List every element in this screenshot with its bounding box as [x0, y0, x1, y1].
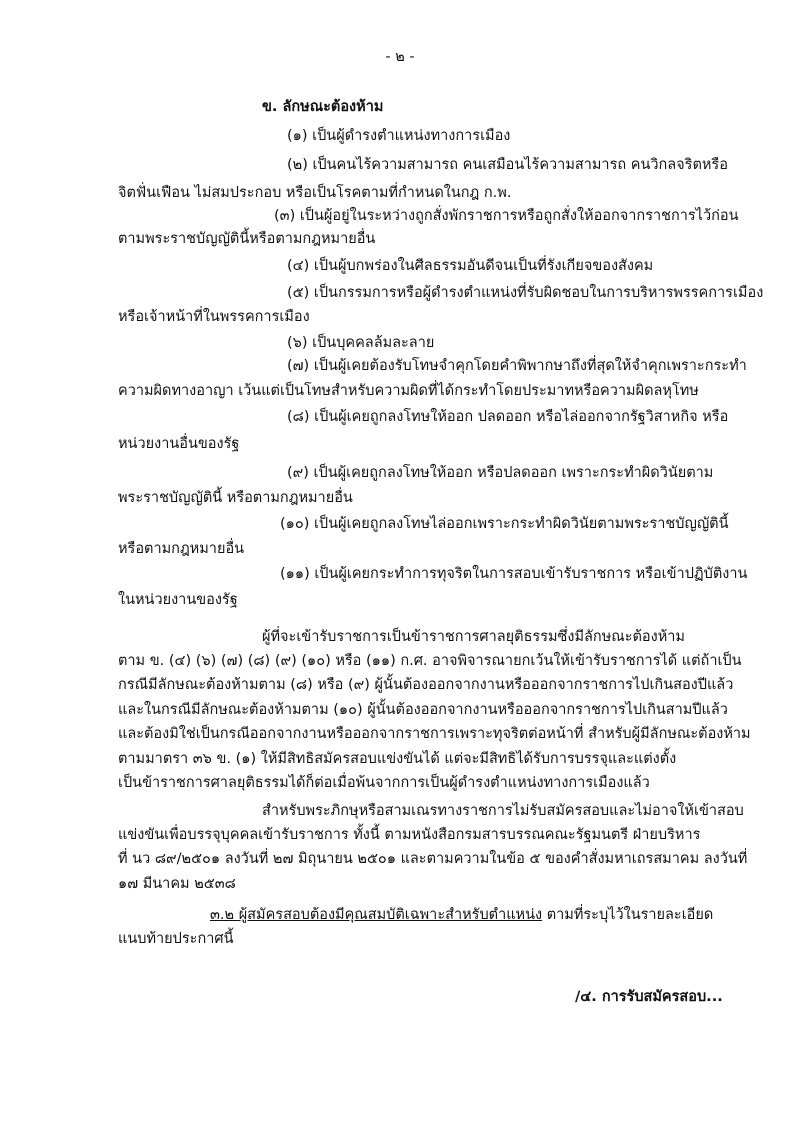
paragraph-line: ตามมาตรา ๓๖ ข. (๑) ให้มีสิทธิสมัครสอบแข่งขันได้ แต่จะมีสิทธิได้รับการบรรจุและแต่งตั้ง [118, 751, 677, 767]
section-3-2-text: ตามที่ระบุไว้ในรายละเอียด [542, 907, 714, 923]
list-item: (๕) เป็นกรรมการหรือผู้ดำรงตำแหน่งที่รับผิดชอบในการบริหารพรรคการเมือง [287, 285, 764, 301]
section-heading: ข. ลักษณะต้องห้าม [262, 99, 384, 115]
list-item-continuation: ความผิดทางอาญา เว้นแต่เป็นโทษสำหรับความผิดที่ได้กระทำโดยประมาทหรือความผิดลหุโทษ [118, 383, 699, 399]
list-item: (๑๐) เป็นผู้เคยถูกลงโทษไล่ออกเพราะกระทำผิดวินัยตามพระราชบัญญัตินี้ [280, 516, 729, 532]
list-item-continuation: หน่วยงานอื่นของรัฐ [118, 436, 240, 452]
list-item: (๖) เป็นบุคคลล้มละลาย [287, 335, 435, 351]
list-item-continuation: จิตฟั่นเฟือน ไม่สมประกอบ หรือเป็นโรคตามที่กำหนดในกฎ ก.พ. [118, 185, 512, 201]
page-number: - ๒ - [385, 49, 415, 65]
paragraph-line: สำหรับพระภิกษุหรือสามเณรทางราชการไม่รับสมัครสอบและไม่อาจให้เข้าสอบ [262, 803, 744, 819]
list-item-continuation: ตามพระราชบัญญัตินี้หรือตามกฎหมายอื่น [118, 231, 376, 247]
paragraph-line: ๑๗ มีนาคม ๒๕๓๘ [118, 876, 236, 892]
list-item-continuation: หรือตามกฎหมายอื่น [118, 541, 245, 557]
paragraph-line: เป็นข้าราชการศาลยุติธรรมได้ก็ต่อเมื่อพ้นจากการเป็นผู้ดำรงตำแหน่งทางการเมืองแล้ว [118, 775, 650, 791]
paragraph-line: ผู้ที่จะเข้ารับราชการเป็นข้าราชการศาลยุติธรรมซึ่งมีลักษณะต้องห้าม [262, 629, 685, 645]
list-item: (๑) เป็นผู้ดำรงตำแหน่งทางการเมือง [287, 128, 511, 144]
list-item: (๑๑) เป็นผู้เคยกระทำการทุจริตในการสอบเข้ารับราชการ หรือเข้าปฏิบัติงาน [280, 566, 748, 582]
list-item: (๔) เป็นผู้บกพร่องในศีลธรรมอันดีจนเป็นที่รังเกียจของสังคม [287, 258, 654, 274]
list-item: (๓) เป็นผู้อยู่ในระหว่างถูกสั่งพักราชการหรือถูกสั่งให้ออกจากราชการไว้ก่อน [274, 208, 739, 224]
paragraph-line: แข่งขันเพื่อบรรจุบุคคลเข้ารับราชการ ทั้งนี้ ตามหนังสือกรมสารบรรณคณะรัฐมนตรี ฝ่ายบริหาร [118, 827, 701, 843]
list-item: (๗) เป็นผู้เคยต้องรับโทษจำคุกโดยคำพิพากษาถึงที่สุดให้จำคุกเพราะกระทำ [287, 358, 747, 374]
paragraph-line: แนบท้ายประกาศนี้ [118, 931, 234, 947]
section-3-2-line [210, 905, 713, 925]
paragraph-line: ที่ นว ๘๙/๒๕๐๑ ลงวันที่ ๒๗ มิถุนายน ๒๕๐๑ และตามความในข้อ ๕ ของคำสั่งมหาเถรสมาคม ลงวันที่ [118, 851, 748, 867]
paragraph-line: ตาม ข. (๔) (๖) (๗) (๘) (๙) (๑๐) หรือ (๑๑) ก.ศ. อาจพิจารณายกเว้นให้เข้ารับราชการได้ แต่ถ้าเป็น [118, 653, 742, 669]
continuation-note: /๔. การรับสมัครสอบ... [575, 989, 723, 1005]
paragraph-line: กรณีมีลักษณะต้องห้ามตาม (๘) หรือ (๙) ผู้นั้นต้องออกจากงานหรือออกจากราชการไปเกินสองปีแล้ว [118, 677, 734, 693]
list-item-continuation: หรือเจ้าหน้าที่ในพรรคการเมือง [118, 309, 310, 325]
list-item: (๙) เป็นผู้เคยถูกลงโทษให้ออก หรือปลดออก เพราะกระทำผิดวินัยตาม [287, 465, 714, 481]
section-3-2-title: ๓.๒ ผู้สมัครสอบต้องมีคุณสมบัติเฉพาะสำหรับตำแหน่ง [210, 907, 543, 923]
list-item: (๒) เป็นคนไร้ความสามารถ คนเสมือนไร้ความสามารถ คนวิกลจริตหรือ [287, 157, 728, 173]
list-item-continuation: ในหน่วยงานของรัฐ [118, 592, 238, 608]
list-item-continuation: พระราชบัญญัตินี้ หรือตามกฎหมายอื่น [118, 490, 353, 506]
paragraph-line: และต้องมิใช่เป็นกรณีออกจากงานหรือออกจากราชการเพราะทุจริตต่อหน้าที่ สำหรับผู้มีลักษณะต้องห้าม [118, 726, 751, 742]
paragraph-line: และในกรณีมีลักษณะต้องห้ามตาม (๑๐) ผู้นั้นต้องออกจากงานหรือออกจากราชการไปเกินสามปีแล้ว [118, 702, 728, 718]
list-item: (๘) เป็นผู้เคยถูกลงโทษให้ออก ปลดออก หรือไล่ออกจากรัฐวิสาหกิจ หรือ [287, 409, 729, 425]
